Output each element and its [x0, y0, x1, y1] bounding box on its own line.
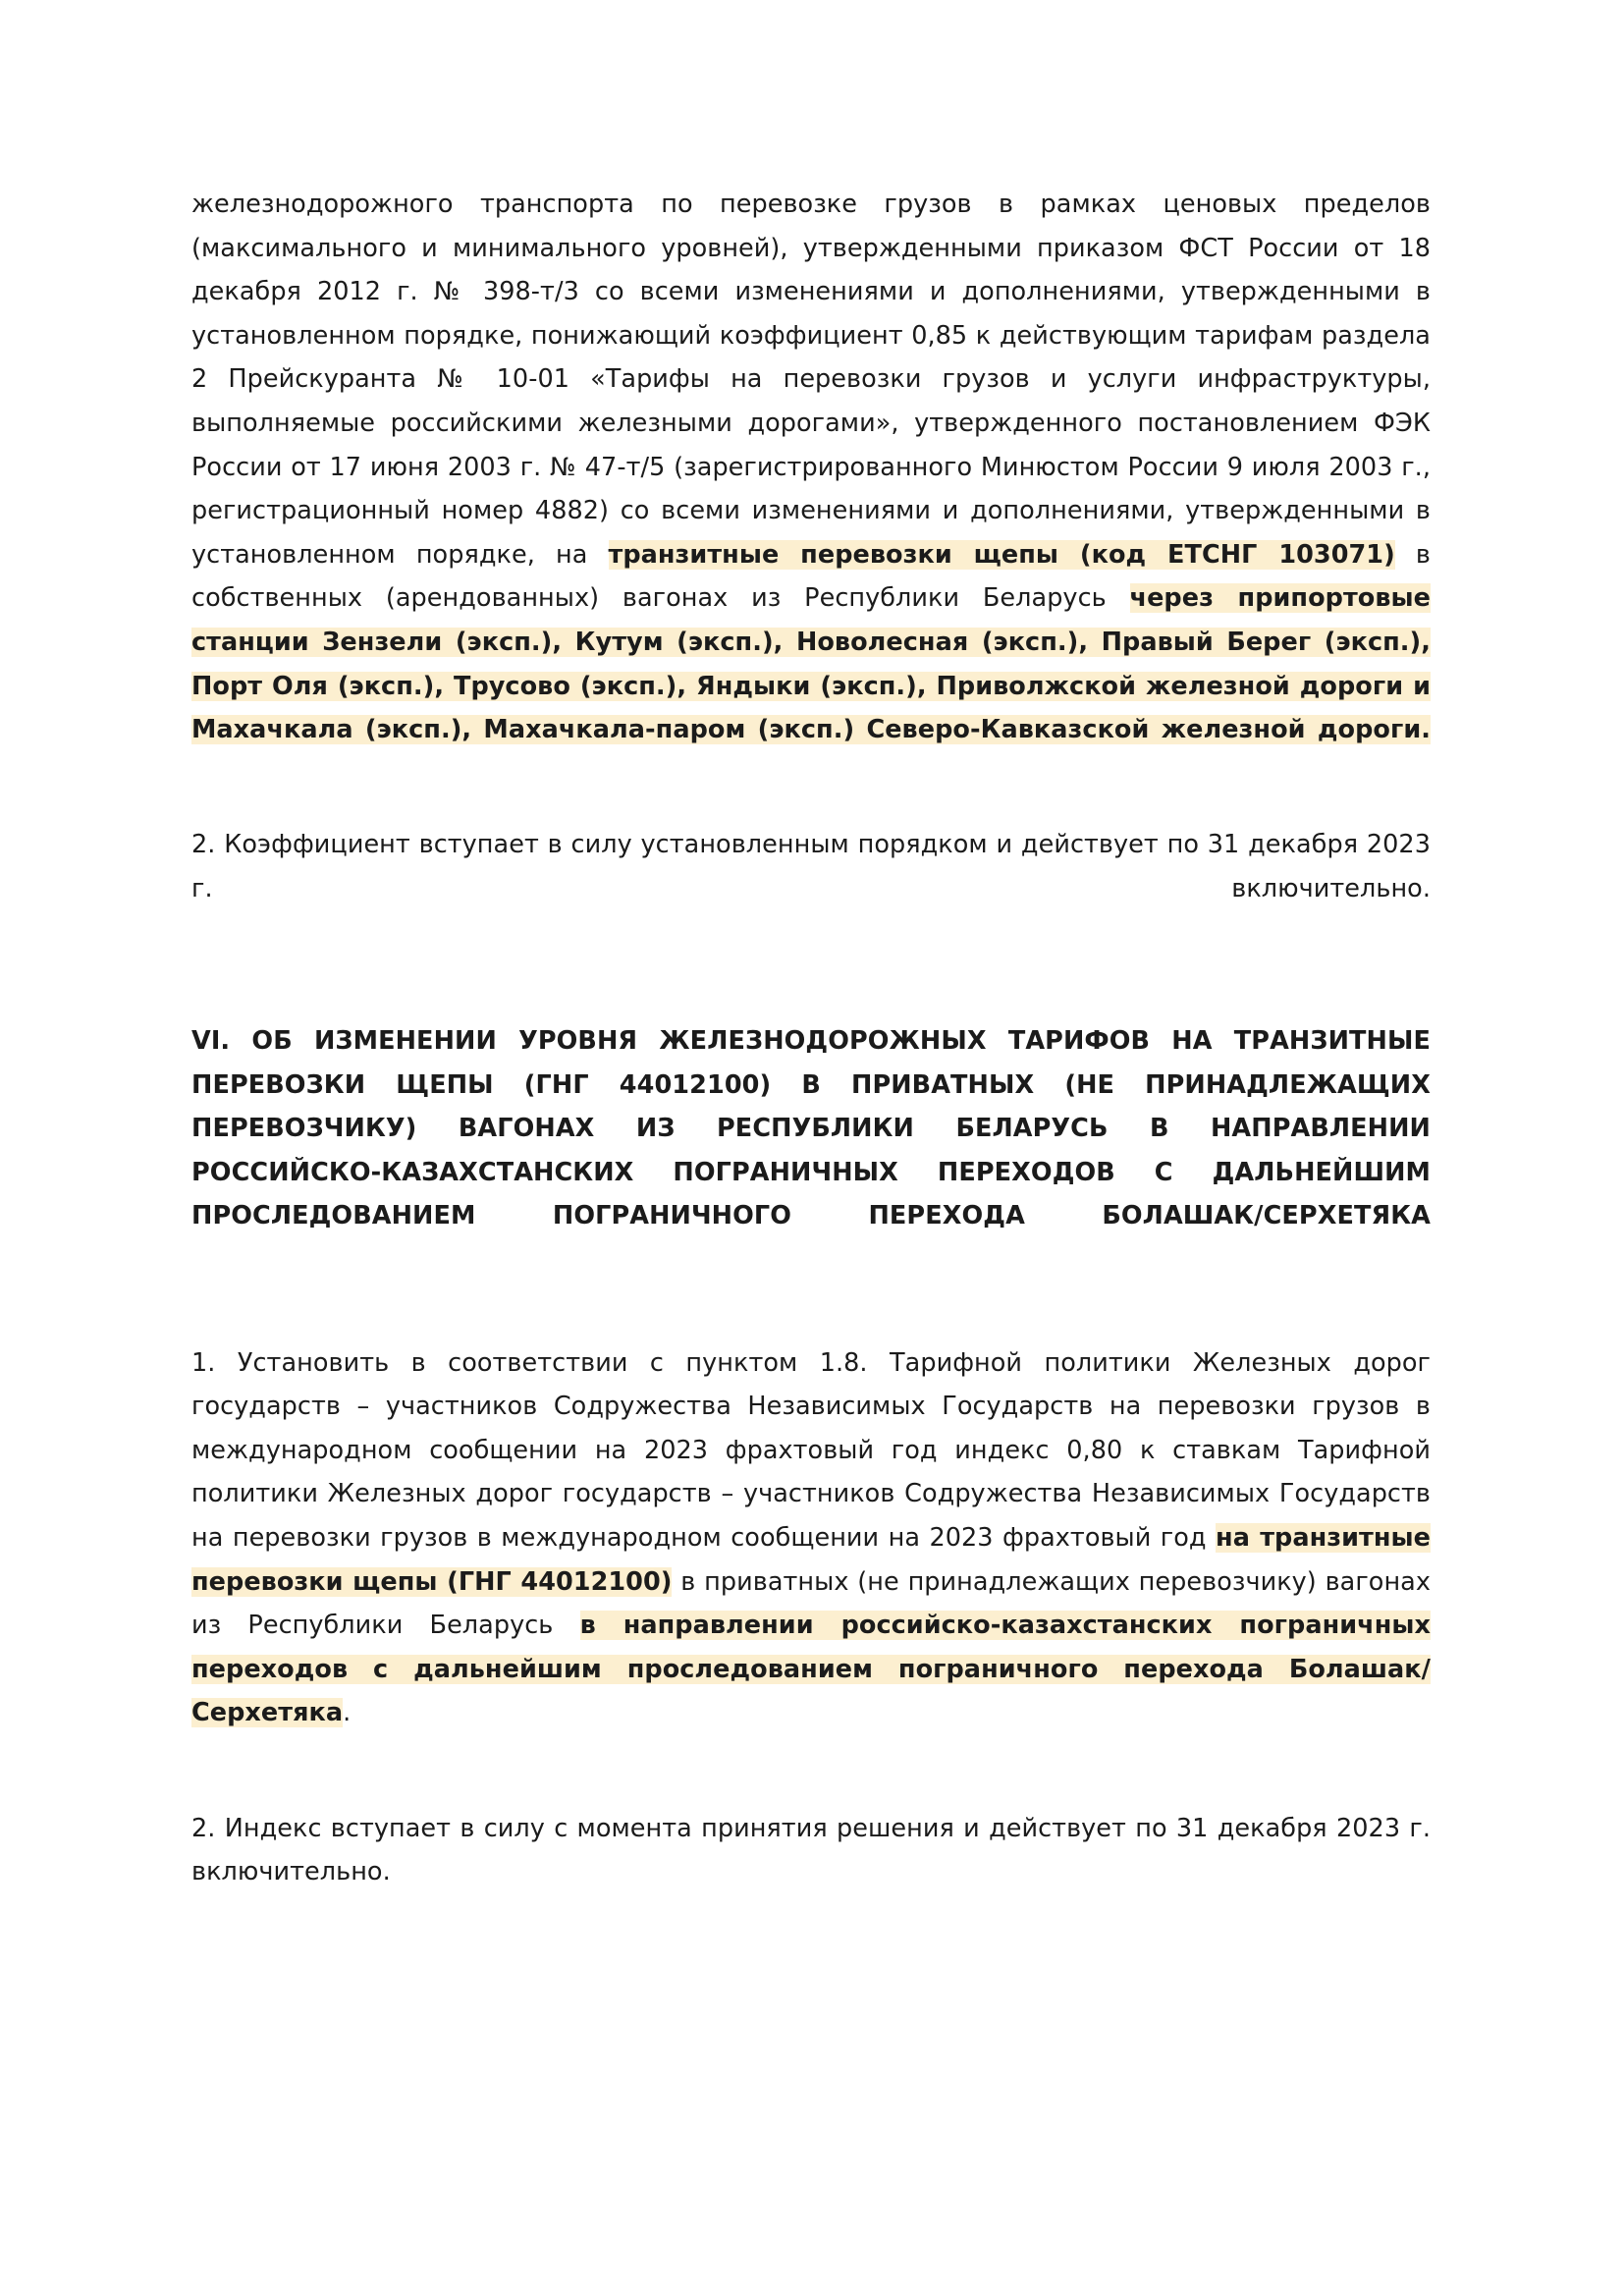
paragraph-text-segment: .: [343, 1698, 352, 1728]
highlight-port-stations-list: через припортовые станции Зензели (эксп.), Кутум (эксп.), Новолесная (эксп.), Правый Берег (эксп.), Порт Оля (эксп.), Трусово (эксп.), Яндыки (эксп.), Приволжской железной дороги и Махачкала (эксп.), Махачкала-паром (эксп.) Северо-Кавказской железной дороги.: [191, 583, 1431, 745]
paragraph-text-segment: в собственных (арендованных) вагонах из Республики Беларусь: [191, 539, 1431, 614]
section-heading-text: VI. ОБ ИЗМЕНЕНИИ УРОВНЯ ЖЕЛЕЗНОДОРОЖНЫХ ТАРИФОВ НА ТРАНЗИТНЫЕ ПЕРЕВОЗКИ ЩЕПЫ (ГНГ 44012100) В ПРИВАТНЫХ (НЕ ПРИНАДЛЕЖАЩИХ ПЕРЕВОЗЧИКУ) ВАГОНАХ ИЗ РЕСПУБЛИКИ БЕЛАРУСЬ В НАПРАВЛЕНИИ РОССИЙСКО-КАЗАХСТАНСКИХ ПОГРАНИЧНЫХ ПЕРЕХОДОВ С ДАЛЬНЕЙШИМ ПРОСЛЕДОВАНИЕМ ПОГРАНИЧНОГО ПЕРЕХОДА БОЛАШАК/СЕРХЕТЯКА: [191, 1026, 1431, 1231]
paragraph-text: 2. Индекс вступает в силу с момента принятия решения и действует по 31 декабря 2023 г. включительно.: [191, 1813, 1431, 1887]
section-heading-vi: [191, 1019, 1431, 1283]
highlight-transit-chips-gng: на транзитные перевозки щепы (ГНГ 44012100): [191, 1523, 1431, 1597]
paragraph-continuation-coefficient: [191, 183, 1431, 795]
paragraph-index-establishment: [191, 1341, 1431, 1779]
document-body: [191, 183, 1431, 1938]
paragraph-coefficient-validity: [191, 823, 1431, 955]
paragraph-text: 2. Коэффициент вступает в силу установленным порядком и действует по 31 декабря 2023 г. включительно.: [191, 830, 1431, 903]
paragraph-text-segment: железнодорожного транспорта по перевозке грузов в рамках ценовых пределов (максимального и минимального уровней), утвержденными приказом ФСТ России от 18 декабря 2012 г. № 398-т/3 со всеми изменениями и дополнениями, утвержденными в установленном порядке, понижающий коэффициент 0,85 к действующим тарифам раздела 2 Прейскуранта № 10-01 «Тарифы на перевозки грузов и услуги инфраструктуры, выполняемые российскими железными дорогами», утвержденного постановлением ФЭК России от 17 июня 2003 г. № 47-т/5 (зарегистрированного Минюстом России 9 июля 2003 г., регистрационный номер 4882) со всеми изменениями и дополнениями, утвержденными в установленном порядке, на: [191, 190, 1431, 570]
paragraph-text-segment: 1. Установить в соответствии с пунктом 1.8. Тарифной политики Железных дорог государств – участников Содружества Независимых Государств на перевозки грузов в международном сообщении на 2023 фрахтовый год индекс 0,80 к ставкам Тарифной политики Железных дорог государств – участников Содружества Независимых Государств на перевозки грузов в международном сообщении на 2023 фрахтовый год: [191, 1347, 1431, 1554]
highlight-transit-chips-etsng: транзитные перевозки щепы (код ЕТСНГ 103071): [608, 539, 1395, 570]
paragraph-index-validity: [191, 1807, 1431, 1939]
paragraph-text-segment: в приватных (не принадлежащих перевозчику) вагонах из Республики Беларусь: [191, 1566, 1431, 1641]
highlight-border-crossing-route: в направлении российско-казахстанских пограничных переходов с дальнейшим проследованием пограничного перехода Болашак/Серхетяка: [191, 1611, 1431, 1728]
